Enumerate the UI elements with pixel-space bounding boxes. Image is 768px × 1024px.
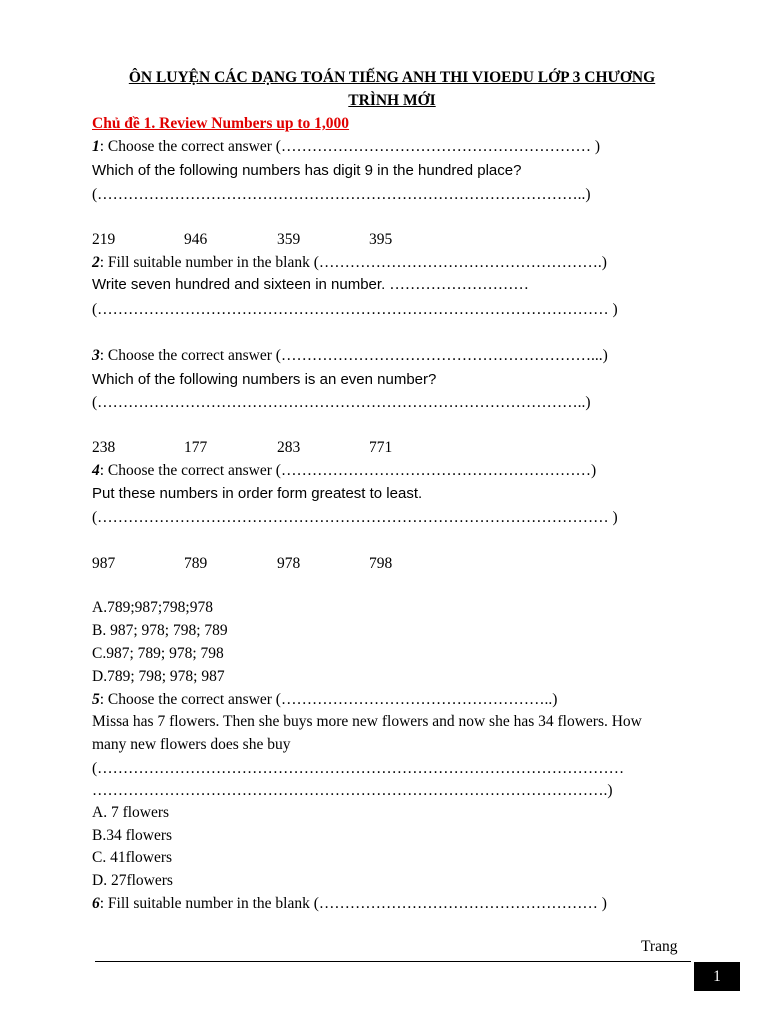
question-5-prompt-line-2: many new flowers does she buy: [92, 736, 291, 753]
question-4-prompt: Put these numbers in order form greatest to least.: [92, 485, 423, 502]
answer-choice-c: C. 41flowers: [92, 849, 173, 866]
question-5-instruction: [92, 690, 557, 710]
question-2-blank: (……………………………………………………………………………………… ): [92, 301, 618, 318]
question-1-blank: (…………………………………………………………………………………..): [92, 186, 591, 203]
answer-choice-d: D.789; 798; 978; 987: [92, 668, 225, 685]
question-number: 1: [92, 138, 100, 155]
question-number: 4: [92, 462, 100, 479]
instruction-text: : Choose the correct answer (…………………………………………………… ): [99, 138, 600, 155]
prompt-text: Write seven hundred and sixteen in number.: [92, 276, 386, 293]
option: 771: [369, 439, 393, 456]
title-line-1: ÔN LUYỆN CÁC DẠNG TOÁN TIẾNG ANH THI VIOEDU LỚP 3 CHƯƠNG: [128, 69, 656, 86]
instruction-text: : Fill suitable number in the blank (……………………………………………….): [99, 254, 607, 271]
option: 978: [277, 555, 301, 572]
option: 987: [92, 555, 116, 572]
option: 946: [184, 231, 208, 248]
option: 359: [277, 231, 301, 248]
instruction-text: : Fill suitable number in the blank (……………………………………………… ): [99, 895, 607, 912]
question-5-prompt-line-1: Missa has 7 flowers. Then she buys more new flowers and now she has 34 flowers. How: [92, 713, 642, 730]
answer-choice-a: A.789;987;798;978: [92, 599, 213, 616]
answer-choice-c: C.987; 789; 978; 798: [92, 645, 224, 662]
answer-choice-d: D. 27flowers: [92, 872, 173, 889]
answer-choice-a: A. 7 flowers: [92, 804, 170, 821]
question-2-instruction: [92, 253, 607, 273]
question-3-instruction: [92, 346, 608, 366]
question-1-instruction: [92, 137, 600, 157]
question-5-blank-line-2: ……………………………………………………………………………………….): [92, 782, 613, 799]
topic-heading: Chủ đề 1. Review Numbers up to 1,000: [92, 115, 350, 132]
question-number: 5: [92, 691, 100, 708]
option: 798: [369, 555, 393, 572]
option: 238: [92, 439, 116, 456]
question-3-prompt: Which of the following numbers is an even number?: [92, 371, 437, 388]
question-number: 6: [92, 895, 100, 912]
option: 789: [184, 555, 208, 572]
footer-label: Trang: [641, 938, 678, 955]
answer-choice-b: B.34 flowers: [92, 827, 173, 844]
option: 219: [92, 231, 116, 248]
question-number: 2: [92, 254, 100, 271]
question-6-instruction: [92, 894, 607, 914]
question-1-prompt: Which of the following numbers has digit 9 in the hundred place?: [92, 162, 522, 179]
option: 177: [184, 439, 208, 456]
footer-divider: [95, 961, 691, 962]
option: 283: [277, 439, 301, 456]
question-4-instruction: [92, 461, 596, 481]
answer-dots: ………………………: [389, 276, 529, 293]
question-4-blank: (……………………………………………………………………………………… ): [92, 509, 618, 526]
answer-choice-b: B. 987; 978; 798; 789: [92, 622, 228, 639]
instruction-text: : Choose the correct answer (……………………………………………………...): [99, 347, 608, 364]
option: 395: [369, 231, 393, 248]
question-number: 3: [92, 347, 100, 364]
page-number: 1: [694, 962, 740, 991]
question-3-blank: (…………………………………………………………………………………..): [92, 394, 591, 411]
title-line-2: TRÌNH MỚI: [348, 92, 436, 109]
question-5-blank-line-1: (…………………………………………………………………………………………: [92, 760, 625, 777]
instruction-text: : Choose the correct answer (……………………………………………..): [99, 691, 558, 708]
instruction-text: : Choose the correct answer (……………………………………………………): [99, 462, 597, 479]
question-2-prompt: [92, 275, 529, 295]
